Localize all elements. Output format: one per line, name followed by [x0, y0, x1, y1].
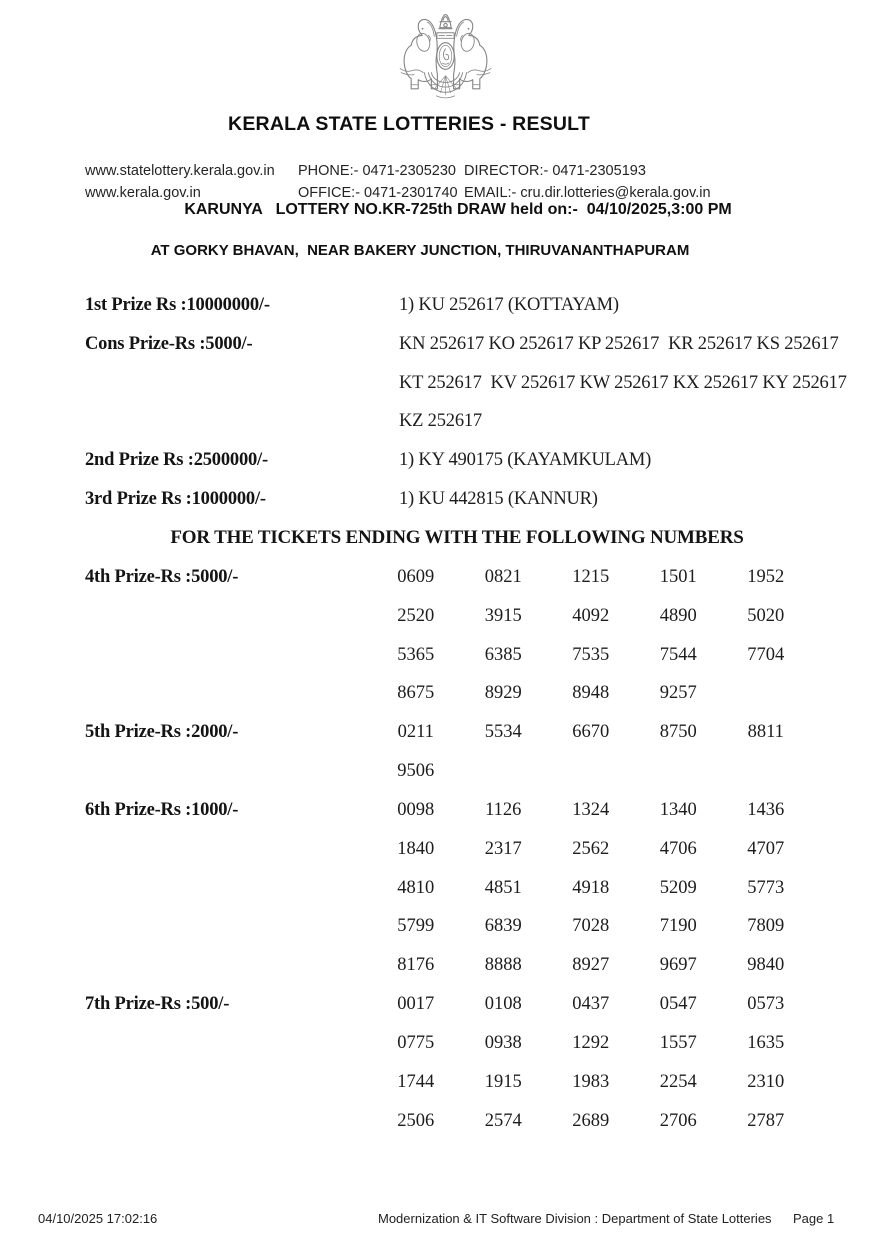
- ending-prize-row: [85, 1024, 880, 1063]
- ticket-number: 4918: [572, 877, 610, 898]
- top-prize-row: [85, 480, 880, 519]
- ending-prize-row: [85, 1102, 880, 1141]
- ticket-number: 1340: [659, 799, 697, 820]
- ticket-number: 8948: [572, 683, 610, 704]
- ticket-number: 7704: [747, 644, 785, 665]
- ending-prize-row: [85, 908, 880, 947]
- ticket-number: 4706: [659, 838, 697, 859]
- page-title: KERALA STATE LOTTERIES - RESULT: [228, 113, 590, 135]
- prize-label: 6th Prize-Rs :1000/-: [85, 799, 239, 820]
- prize-results: [85, 286, 880, 1141]
- prize-label: 3rd Prize Rs :1000000/-: [85, 489, 266, 510]
- page-footer: [0, 1211, 880, 1231]
- ticket-number: 4707: [747, 838, 785, 859]
- draw-title: KARUNYA LOTTERY NO.KR-725th DRAW held on:- 04/10/2025,3:00 PM: [184, 201, 732, 218]
- ticket-number: 1501: [659, 566, 697, 587]
- ending-prize-row: [85, 713, 880, 752]
- ticket-number: 8176: [397, 955, 435, 976]
- ticket-number: 8675: [397, 683, 435, 704]
- top-prize-row: [85, 325, 880, 364]
- ticket-number: 2317: [484, 838, 522, 859]
- ticket-number: 1840: [397, 838, 435, 859]
- ticket-number: 9257: [659, 683, 697, 704]
- ticket-number: 9697: [659, 955, 697, 976]
- ticket-number: 6670: [572, 722, 610, 743]
- ticket-number: 0821: [484, 566, 522, 587]
- ticket-number: 0437: [572, 994, 610, 1015]
- website-statelottery: www.statelottery.kerala.gov.in: [85, 163, 275, 179]
- ticket-number: 5365: [397, 644, 435, 665]
- ending-prize-row: [85, 946, 880, 985]
- footer-page-number: Page 1: [793, 1211, 835, 1226]
- website-kerala: www.kerala.gov.in: [85, 184, 201, 201]
- top-prize-row: [85, 364, 880, 403]
- ending-prize-row: [85, 636, 880, 675]
- ending-prize-row: [85, 869, 880, 908]
- prize-label: 4th Prize-Rs :5000/-: [85, 566, 239, 587]
- ticket-number: 9840: [747, 955, 785, 976]
- ticket-number: 2574: [484, 1110, 522, 1131]
- ticket-number: 2706: [659, 1110, 697, 1131]
- ticket-number: 1744: [397, 1071, 435, 1092]
- ticket-number: 2506: [397, 1110, 435, 1131]
- prize-label: 1st Prize Rs :10000000/-: [85, 294, 270, 315]
- ending-prize-row: [85, 985, 880, 1024]
- ticket-number: 7809: [747, 916, 785, 937]
- ticket-number: 2787: [747, 1110, 785, 1131]
- ticket-number: 8927: [572, 955, 610, 976]
- ticket-number: 2520: [397, 605, 435, 626]
- ticket-number: 0938: [484, 1032, 522, 1053]
- ticket-number: 4851: [484, 877, 522, 898]
- ticket-number: 7190: [659, 916, 697, 937]
- ticket-number: 1292: [572, 1032, 610, 1053]
- ticket-number: 6385: [484, 644, 522, 665]
- ticket-number: 1915: [484, 1071, 522, 1092]
- ticket-number: 2562: [572, 838, 610, 859]
- ticket-number: 1436: [747, 799, 785, 820]
- prize-label: Cons Prize-Rs :5000/-: [85, 333, 253, 354]
- ticket-number: 2689: [572, 1110, 610, 1131]
- ticket-number: 8750: [659, 722, 697, 743]
- ticket-number: 5534: [484, 722, 522, 743]
- ticket-number: 2310: [747, 1071, 785, 1092]
- prize-label: 5th Prize-Rs :2000/-: [85, 722, 239, 743]
- ticket-number: 1952: [747, 566, 785, 587]
- director-number: DIRECTOR:- 0471-2305193: [464, 163, 646, 179]
- ticket-number: 7028: [572, 916, 610, 937]
- ticket-number: 8929: [484, 683, 522, 704]
- ending-prize-row: [85, 597, 880, 636]
- ticket-number: 5020: [747, 605, 785, 626]
- top-prize-row: [85, 286, 880, 325]
- ticket-number: 0573: [747, 994, 785, 1015]
- ticket-number: 7535: [572, 644, 610, 665]
- footer-division: Modernization & IT Software Division : Department of State Lotteries: [378, 1211, 772, 1226]
- ending-numbers-heading: FOR THE TICKETS ENDING WITH THE FOLLOWING NUMBERS: [170, 527, 744, 549]
- ending-prize-row: [85, 1063, 880, 1102]
- ticket-number: 0547: [659, 994, 697, 1015]
- ticket-number: 8811: [747, 722, 784, 743]
- footer-timestamp: 04/10/2025 17:02:16: [38, 1211, 158, 1226]
- ending-prize-row: [85, 558, 880, 597]
- email-address: EMAIL:- cru.dir.lotteries@kerala.gov.in: [464, 184, 711, 201]
- ticket-number: 0098: [397, 799, 435, 820]
- prize-winning-numbers: KT 252617 KV 252617 KW 252617 KX 252617 KY 252617: [399, 372, 847, 393]
- ending-prize-row: [85, 752, 880, 791]
- ticket-number: 3915: [484, 605, 522, 626]
- top-prize-row: [85, 403, 880, 442]
- ticket-number: 1635: [747, 1032, 785, 1053]
- ticket-number: 0108: [484, 994, 522, 1015]
- ticket-number: 0775: [397, 1032, 435, 1053]
- prize-label: 2nd Prize Rs :2500000/-: [85, 450, 268, 471]
- prize-winning-numbers: 1) KU 252617 (KOTTAYAM): [399, 294, 619, 315]
- kerala-state-emblem-icon: [399, 6, 492, 111]
- ticket-number: 1126: [485, 799, 522, 820]
- top-prize-list: [85, 286, 880, 519]
- contact-info: [85, 161, 711, 204]
- prize-winning-numbers: KN 252617 KO 252617 KP 252617 KR 252617 KS 252617: [399, 333, 839, 354]
- ticket-number: 4890: [659, 605, 697, 626]
- ticket-number: 2254: [659, 1071, 697, 1092]
- ticket-number: 0017: [397, 994, 435, 1015]
- ticket-number: 4092: [572, 605, 610, 626]
- ticket-number: 5799: [397, 916, 435, 937]
- ticket-number: 1983: [572, 1071, 610, 1092]
- ticket-number: 5209: [659, 877, 697, 898]
- ending-prize-list: [85, 558, 880, 1141]
- ending-prize-row: [85, 674, 880, 713]
- ticket-number: 8888: [484, 955, 522, 976]
- ticket-number: 5773: [747, 877, 785, 898]
- prize-winning-numbers: 1) KY 490175 (KAYAMKULAM): [399, 450, 652, 471]
- ticket-number: 1215: [572, 566, 610, 587]
- ticket-number: 0211: [397, 722, 434, 743]
- ending-prize-row: [85, 830, 880, 869]
- ending-numbers-heading-row: [85, 519, 880, 558]
- ticket-number: 4810: [397, 877, 435, 898]
- ticket-number: 1557: [659, 1032, 697, 1053]
- prize-label: 7th Prize-Rs :500/-: [85, 994, 230, 1015]
- ticket-number: 6839: [484, 916, 522, 937]
- ending-prize-row: [85, 791, 880, 830]
- ticket-number: 0609: [397, 566, 435, 587]
- phone-number: PHONE:- 0471-2305230: [298, 163, 456, 179]
- prize-winning-numbers: 1) KU 442815 (KANNUR): [399, 489, 598, 510]
- office-number: OFFICE:- 0471-2301740: [298, 184, 458, 201]
- top-prize-row: [85, 441, 880, 480]
- ticket-number: 7544: [659, 644, 697, 665]
- ticket-number: 1324: [572, 799, 610, 820]
- prize-winning-numbers: KZ 252617: [399, 411, 482, 432]
- ticket-number: 9506: [397, 761, 435, 782]
- venue-line: AT GORKY BHAVAN, NEAR BAKERY JUNCTION, THIRUVANANTHAPURAM: [150, 242, 690, 259]
